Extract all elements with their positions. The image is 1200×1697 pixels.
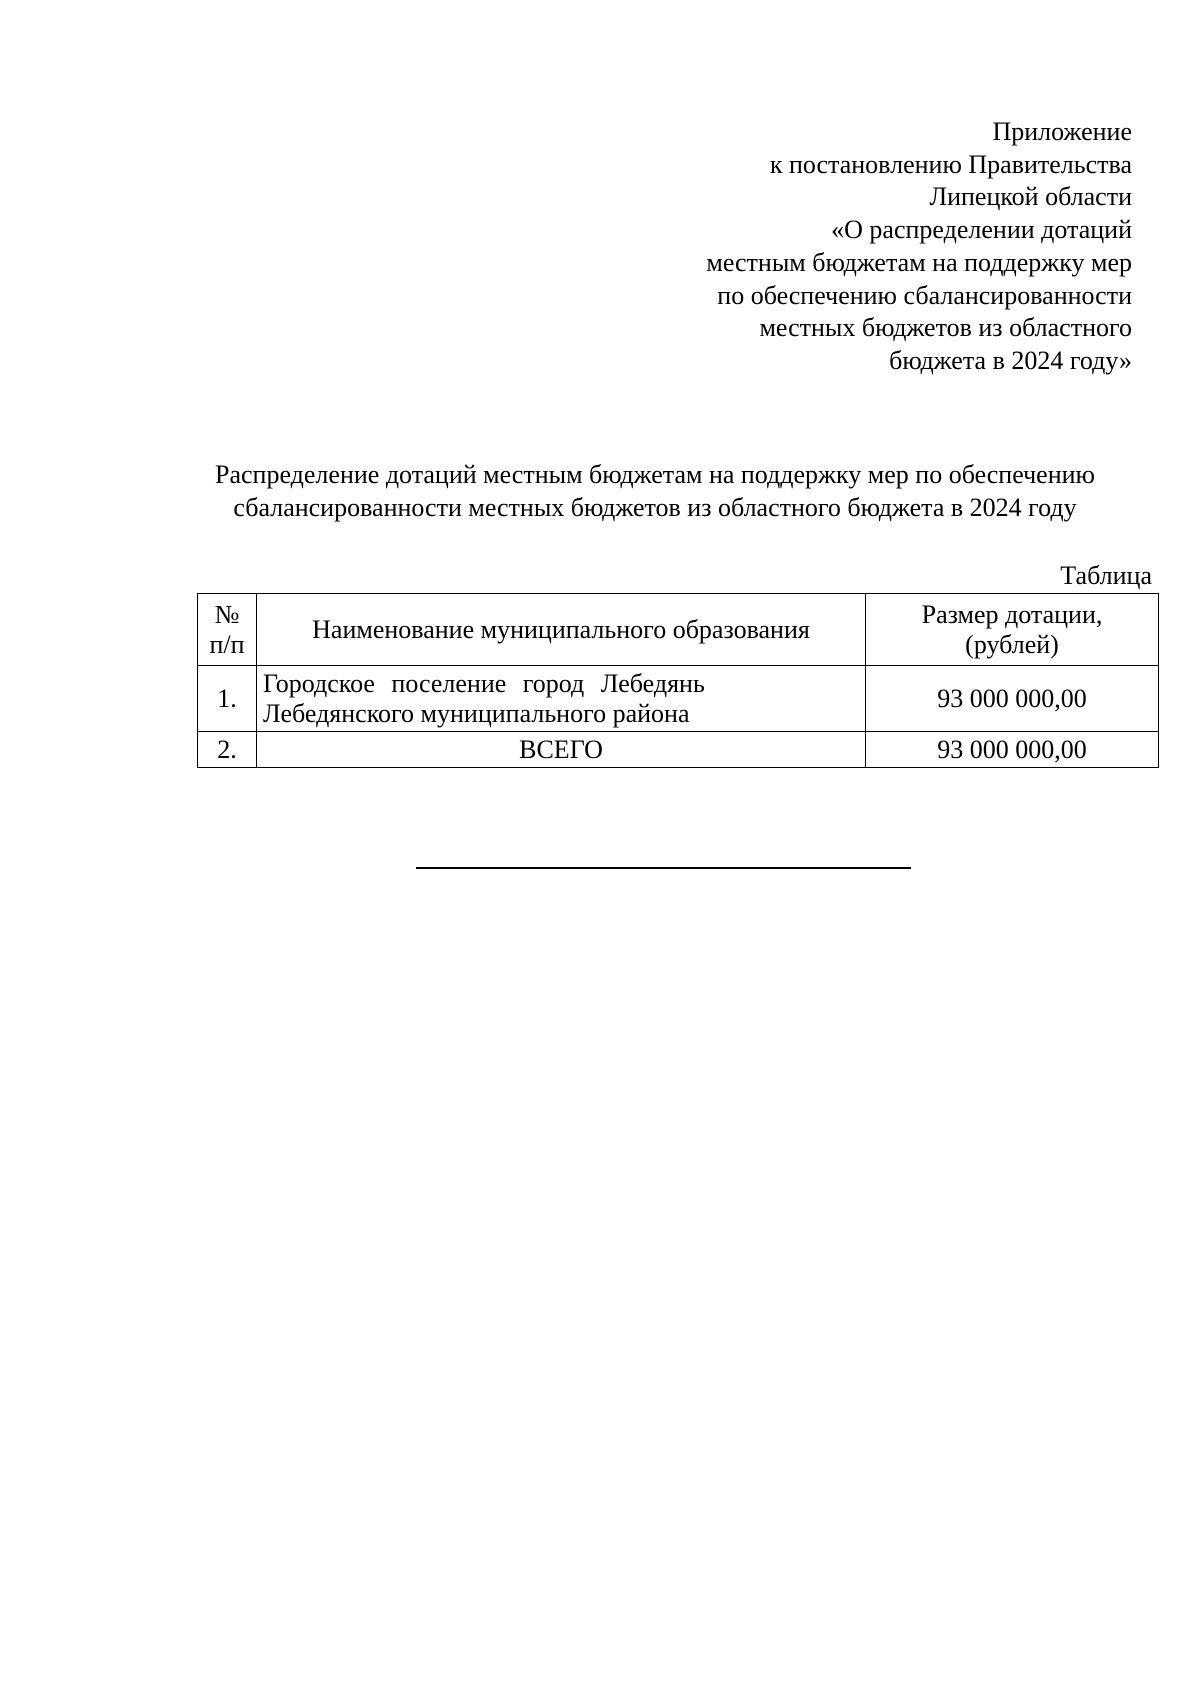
row-name: [257, 666, 866, 732]
table-caption: Таблица: [1060, 561, 1152, 590]
appendix-line: Приложение: [992, 117, 1132, 146]
row-name: ВСЕГО: [257, 732, 866, 768]
header-name: Наименование муниципального образования: [257, 594, 866, 666]
appendix-line: по обеспечению сбалансированности: [717, 280, 1132, 310]
header-number-line: п/п: [209, 629, 245, 659]
header-amount-line: Размер дотации,: [921, 599, 1103, 629]
row-name-line: Лебедянского муниципального района: [263, 698, 690, 728]
appendix-line: местным бюджетам на поддержку мер: [706, 247, 1132, 277]
document-title: [160, 458, 1150, 524]
distribution-table: [197, 593, 1159, 768]
appendix-line: бюджета в 2024 году»: [889, 345, 1132, 375]
header-number: [198, 594, 257, 666]
appendix-line: Липецкой области: [929, 182, 1132, 212]
row-amount: 93 000 000,00: [866, 732, 1159, 768]
table-header-row: [198, 594, 1159, 666]
title-line: сбалансированности местных бюджетов из областного бюджета в 2024 году: [233, 493, 1077, 522]
appendix-block: [706, 116, 1132, 378]
appendix-line: «О распределении дотаций: [831, 215, 1132, 245]
header-amount-line: (рублей): [965, 629, 1059, 659]
table-row: [198, 666, 1159, 732]
row-name-line: Городское поселение город Лебедянь: [263, 668, 705, 698]
row-number: 1.: [198, 666, 257, 732]
table-row-total: [198, 732, 1159, 768]
header-amount: [866, 594, 1159, 666]
appendix-line: к постановлению Правительства: [769, 149, 1132, 179]
closing-rule: [416, 867, 911, 869]
appendix-line: местных бюджетов из областного: [759, 313, 1132, 343]
row-amount: 93 000 000,00: [866, 666, 1159, 732]
title-line: Распределение дотаций местным бюджетам на поддержку мер по обеспечению: [215, 460, 1095, 489]
header-number-line: №: [214, 599, 240, 629]
row-number: 2.: [198, 732, 257, 768]
